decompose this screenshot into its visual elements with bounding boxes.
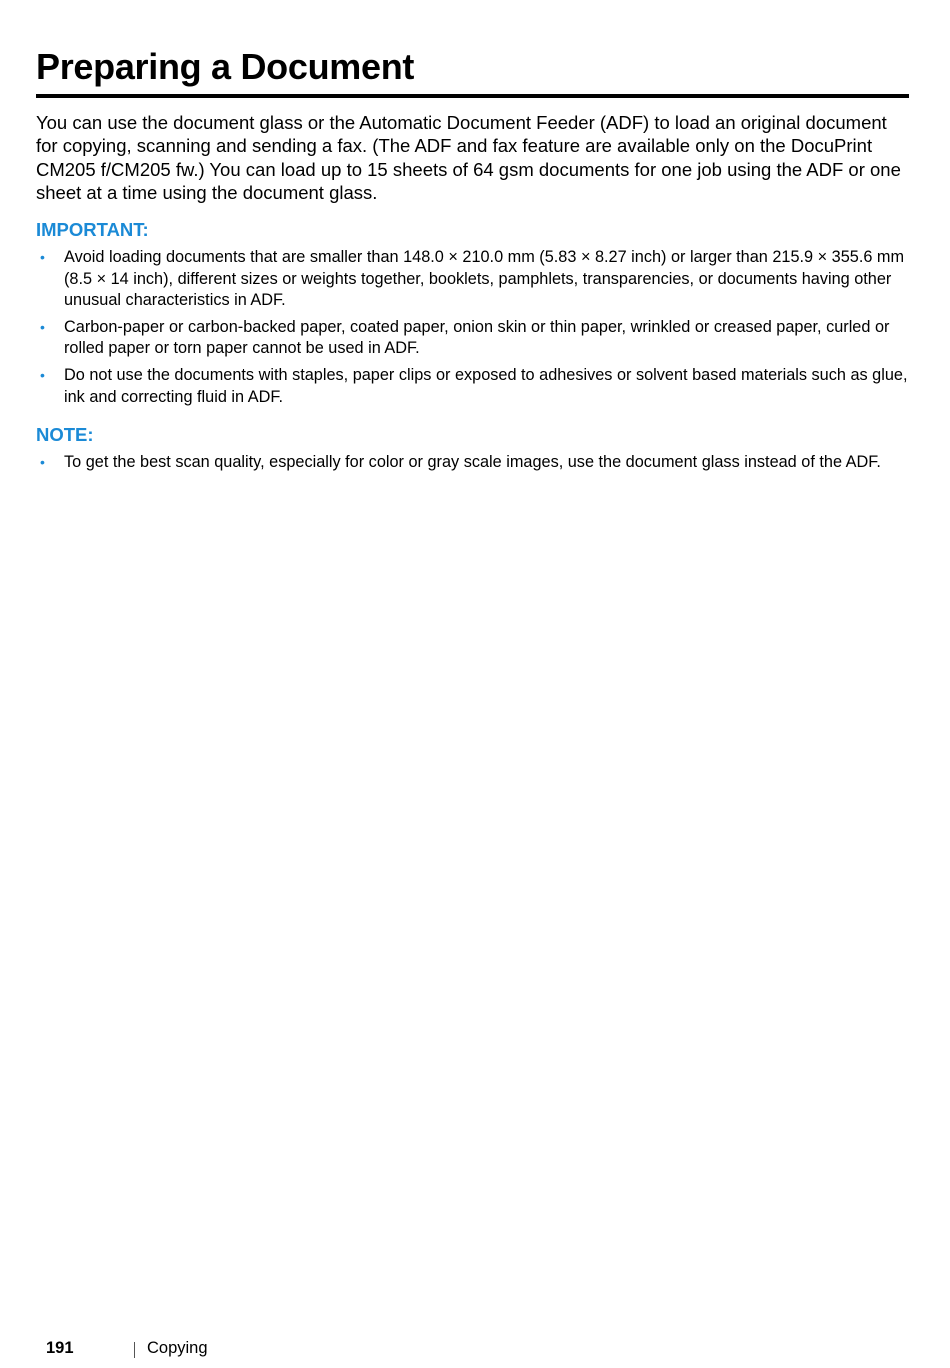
bullet-icon: • [40,454,45,470]
list-item [36,452,909,474]
page-title: Preparing a Document [36,46,415,87]
note-list [36,452,909,479]
bullet-icon: • [40,318,45,335]
bullet-icon: • [40,249,45,265]
important-heading: IMPORTANT: [36,219,149,240]
list-item [36,317,909,360]
list-item-text: Do not use the documents with staples, paper clips or exposed to adhesives or solvent based materials such as glue, ink and correcting fluid in ADF. [64,365,908,406]
list-item [36,365,909,408]
title-divider [36,94,909,98]
list-item [36,247,909,312]
bullet-icon: • [40,366,45,383]
list-item-text: Avoid loading documents that are smaller than 148.0 × 210.0 mm (5.83 × 8.27 inch) or larger than 215.9 × 355.6 mm (8.5 × 14 inch), different sizes or weights together, booklets, pamphlets, transparencies, or documents having other unusual characteristics in ADF. [64,248,905,310]
important-list [36,247,909,413]
page-number: 191 [46,1339,74,1357]
list-item-text: Carbon-paper or carbon-backed paper, coated paper, onion skin or thin paper, wrinkled or creased paper, curled or rolled paper or torn paper cannot be used in ADF. [64,317,890,358]
footer-divider [134,1342,135,1358]
list-item-text: To get the best scan quality, especially for color or gray scale images, use the document glass instead of the ADF. [64,453,881,471]
intro-paragraph: You can use the document glass or the Automatic Document Feeder (ADF) to load an original document for copying, scanning and sending a fax. (The ADF and fax feature are available only on the DocuPrint CM205 f/CM205 fw.) You can load up to 15 sheets of 64 gsm documents for one job using the ADF or one sheet at a time using the document glass. [36,112,901,203]
footer-section-name: Copying [147,1339,208,1357]
note-heading: NOTE: [36,424,94,445]
